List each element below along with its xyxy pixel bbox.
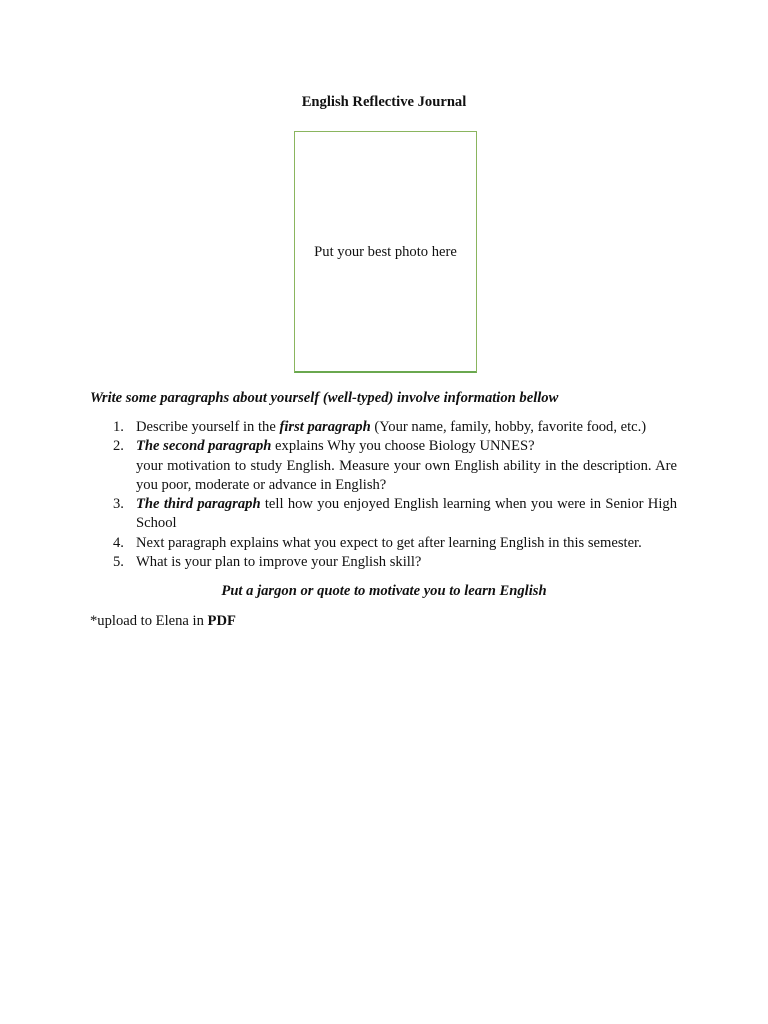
list-emphasis: first paragraph	[279, 419, 371, 435]
list-number: 4.	[113, 534, 124, 551]
list-item	[90, 553, 677, 572]
photo-placeholder-box	[294, 131, 477, 373]
instruction-list	[90, 418, 677, 572]
list-text: tell how you enjoyed English learning when you were in Senior High School	[136, 496, 677, 532]
list-number: 2.	[113, 438, 124, 455]
list-item	[90, 437, 677, 495]
list-emphasis: The second paragraph	[136, 438, 272, 455]
photo-placeholder-text: Put your best photo here	[314, 243, 457, 260]
list-text: Describe yourself in the	[136, 419, 280, 435]
upload-prefix: *upload to Elena in	[90, 613, 208, 629]
upload-format: PDF	[207, 613, 236, 629]
quote-instruction: Put a jargon or quote to motivate you to learn English	[221, 583, 547, 599]
list-text: Next paragraph explains what you expect to get after learning English in this semester.	[136, 534, 642, 551]
upload-note	[90, 612, 236, 630]
list-text: What is your plan to improve your English skill?	[136, 554, 422, 571]
list-item	[90, 534, 677, 553]
list-text: (Your name, family, hobby, favorite food, etc.)	[370, 419, 647, 435]
list-item	[90, 418, 677, 437]
page-title: English Reflective Journal	[301, 94, 467, 110]
list-number: 1.	[113, 419, 124, 435]
list-number: 5.	[113, 554, 124, 571]
list-item	[90, 495, 677, 534]
list-text: explains Why you choose Biology UNNES?	[271, 438, 535, 455]
instructions-intro: Write some paragraphs about yourself (well-typed) involve information bellow	[90, 390, 559, 406]
list-emphasis: The third paragraph	[136, 496, 261, 513]
list-number: 3.	[113, 496, 124, 513]
list-continuation: your motivation to study English. Measure your own English ability in the description. Are you poor, moderate or advance in English?	[136, 457, 677, 493]
